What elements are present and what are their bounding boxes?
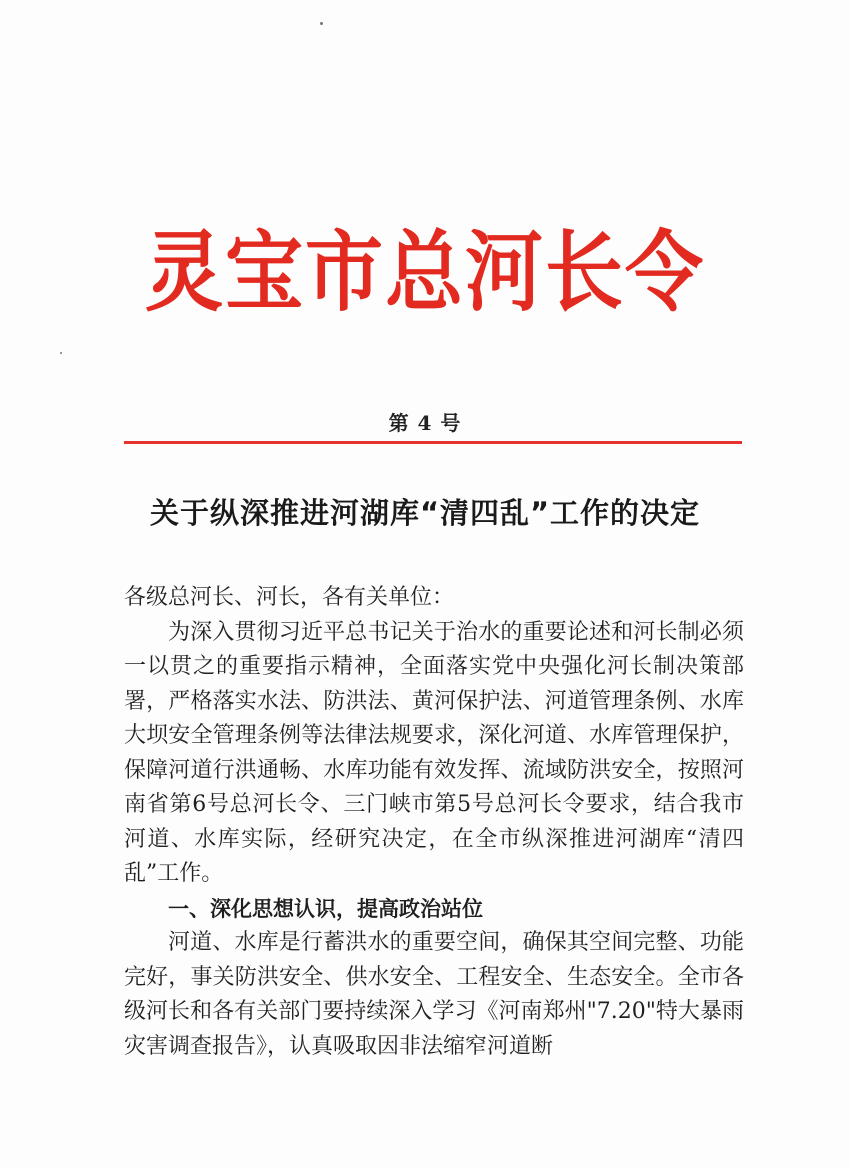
document-body <box>124 581 744 1064</box>
issuer-red-header: 灵宝市总河长令 <box>144 222 705 324</box>
section-one-paragraph: 河道、水库是行蓄洪水的重要空间，确保其空间完整、功能完好，事关防洪安全、供水安全、工程安全、生态安全。全市各级河长和各有关部门要持续深入学习《河南郑州"7.20"特大暴雨灾害调查报告》，认真吸取因非法缩窄河道断 <box>124 930 744 1059</box>
scan-speck <box>320 22 323 25</box>
red-separator-line <box>124 441 742 444</box>
scan-speck <box>60 352 62 354</box>
intro-paragraph: 为深入贯彻习近平总书记关于治水的重要论述和河长制必须一以贯之的重要指示精神，全面落实党中央强化河长制决策部署，严格落实水法、防洪法、黄河保护法、河道管理条例、水库大坝安全管理条例等法律法规要求，深化河道、水库管理保护，保障河道行洪通畅、水库功能有效发挥、流域防洪安全，按照河南省第6号总河长令、三门峡市第5号总河长令要求，结合我市河道、水库实际，经研究决定，在全市纵深推进河湖库“清四乱”工作。 <box>124 619 744 886</box>
order-number: 第 4 号 <box>388 411 462 435</box>
salutation: 各级总河长、河长，各有关单位： <box>124 585 455 610</box>
decision-title: 关于纵深推进河湖库“清四乱”工作的决定 <box>149 496 701 530</box>
section-heading-one: 一、深化思想认识，提高政治站位 <box>168 896 483 921</box>
